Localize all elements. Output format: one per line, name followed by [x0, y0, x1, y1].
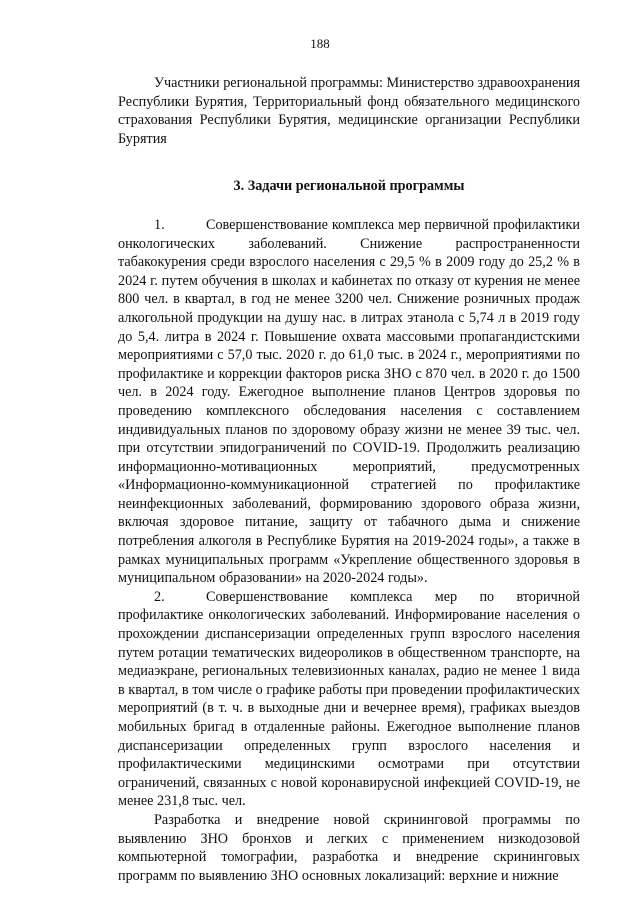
page-number: 188 — [310, 36, 330, 51]
task-item-2 — [118, 588, 580, 811]
task-item-1-text: Совершенствование комплекса мер первичной профилактики онкологических заболеваний. Снижение распространенности табакокурения среди взрослого населения с 29,5 % в 2009 году до 25,2 % в 2024 г. путем обучения в школах и кабинетах по отказу от курения не менее 800 чел. в квартал, в год не менее 3200 чел. Снижение розничных продаж алкогольной продукции на душу нас. в литрах этанола с 5,74 л в 2019 году до 5,4. литра в 2024 г. Повышение охвата массовыми пропагандистскими мероприятиями с 57,0 тыс. 2020 г. до 61,0 тыс. в 2024 г., мероприятиями по профилактике и коррекции факторов риска ЗНО с 870 чел. в 2020 г. до 1500 чел. в 2024 году. Ежегодное выполнение планов Центров здоровья по проведению комплексного обследования населения с составлением индивидуальных планов по здоровому образу жизни не менее 39 тыс. чел. при отсутствии эпидограничений по COVID-19. Продолжить реализацию информационно-мотивационных мероприятий, предусмотренных «Информационно-коммуникационной стратегией по профилактике неинфекционных заболеваний, формированию здорового образа жизни, включая здоровое питание, защиту от табачного дыма и снижение потребления алкоголя в Республике Бурятия на 2019-2024 годы», а также в рамках муниципальных программ «Укрепление общественного здоровья в муниципальном образовании» на 2020-2024 годы». — [118, 216, 580, 587]
participants-paragraph: Участники региональной программы: Министерство здравоохранения Республики Бурятия, Территориальный фонд обязательного медицинского страхования Республики Бурятия, медицинские организации Республики Бурятия — [118, 75, 580, 147]
task-item-1-number: 1. — [154, 216, 165, 233]
document-body — [118, 74, 580, 885]
task-item-2-text: Совершенствование комплекса мер по вторичной профилактике онкологических заболеваний. Информирование населения о прохождении диспансеризации определенных групп взрослого населения путем ротации тематических видеороликов в общественном транспорте, на медиаэкране, региональных телевизионных каналах, радио не менее 1 вида в квартал, в том числе о графике работы при проведении профилактических мероприятий (в т. ч. в выходные дни и вечернее время), графиках выездов мобильных бригад в отдаленные районы. Ежегодное выполнение планов диспансеризации определенных групп взрослого населения и профилактическими медицинскими осмотрами при отсутствии ограничений, связанных с новой коронавирусной инфекцией COVID-19, не менее 231,8 тыс. чел. — [118, 588, 580, 810]
screening-paragraph: Разработка и внедрение новой скрининговой программы по выявлению ЗНО бронхов и легких с применением низкодозовой компьютерной томографии, разработка и внедрение скрининговых программ по выявлению ЗНО основных локализаций: верхние и нижние — [118, 811, 580, 884]
task-item-2-number: 2. — [154, 588, 165, 605]
section-heading: 3. Задачи региональной программы — [233, 178, 465, 195]
task-item-1 — [118, 216, 580, 588]
